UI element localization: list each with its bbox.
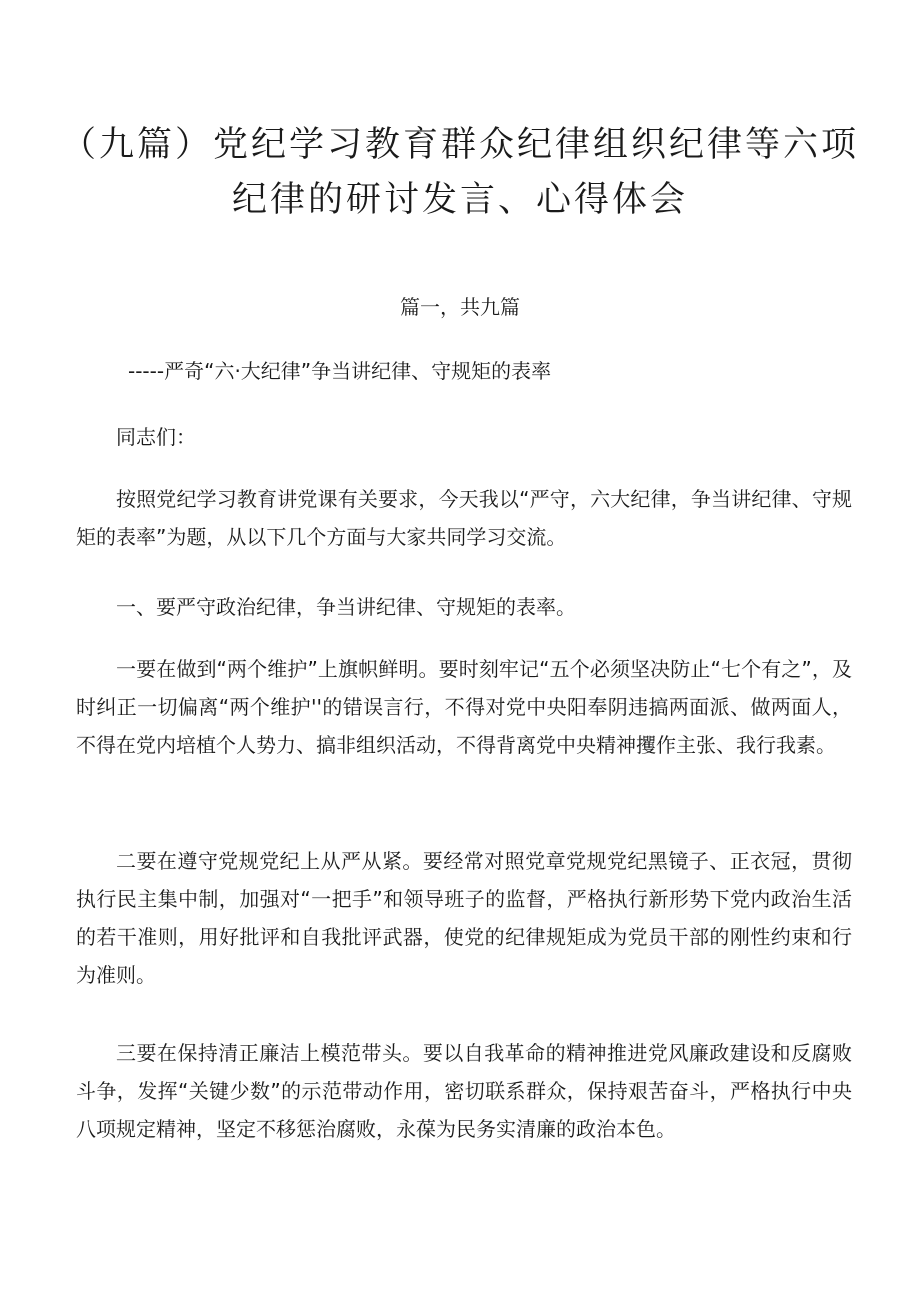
heading-section-one: 一、要严守政治纪律，争当讲纪律、守规矩的表率。 <box>116 595 576 619</box>
paragraph-point-one: 一要在做到“两个维护”上旗帜鲜明。要时刻牢记“五个必须坚决防止“七个有之”，及时纠正一切偏离“两个维护''的错误言行，不得对党中央阳奉阴违搞两面派、做两面人，不得在党内培植个人势力、搞非组织活动，不得背离党中央精神攫作主张、我行我素。 <box>76 657 852 757</box>
salutation: 同志们： <box>116 425 196 449</box>
paragraph-point-two: 二要在遵守党规党纪上从严从紧。要经常对照党章党规党纪黑镜子、正衣冠，贯彻执行民主集中制，加强对“一把手”和领导班子的监督，严格执行新形势下党内政治生活的若干准则，用好批评和自我批评武器，使党的纪律规矩成为党员干部的刚性约束和行为准则。 <box>76 849 852 987</box>
section-heading: 篇一，共九篇 <box>400 295 520 319</box>
paragraph-intro: 按照党纪学习教育讲党课有关要求，今天我以“严守，六大纪律，争当讲纪律、守规矩的表率”为题，从以下几个方面与大家共同学习交流。 <box>76 487 852 549</box>
document-title: （九篇）党纪学习教育群众纪律组织纪律等六项纪律的研讨发言、心得体会 <box>60 125 859 220</box>
epigraph: -----严奇“六·大纪律”争当讲纪律、守规矩的表率 <box>128 359 552 383</box>
paragraph-point-three: 三要在保持清正廉洁上模范带头。要以自我革命的精神推进党风廉政建设和反腐败斗争，发挥“关键少数”的示范带动作用，密切联系群众，保持艰苦奋斗，严格执行中央八项规定精神，坚定不移惩治腐败，永葆为民务实清廉的政治本色。 <box>76 1041 852 1141</box>
